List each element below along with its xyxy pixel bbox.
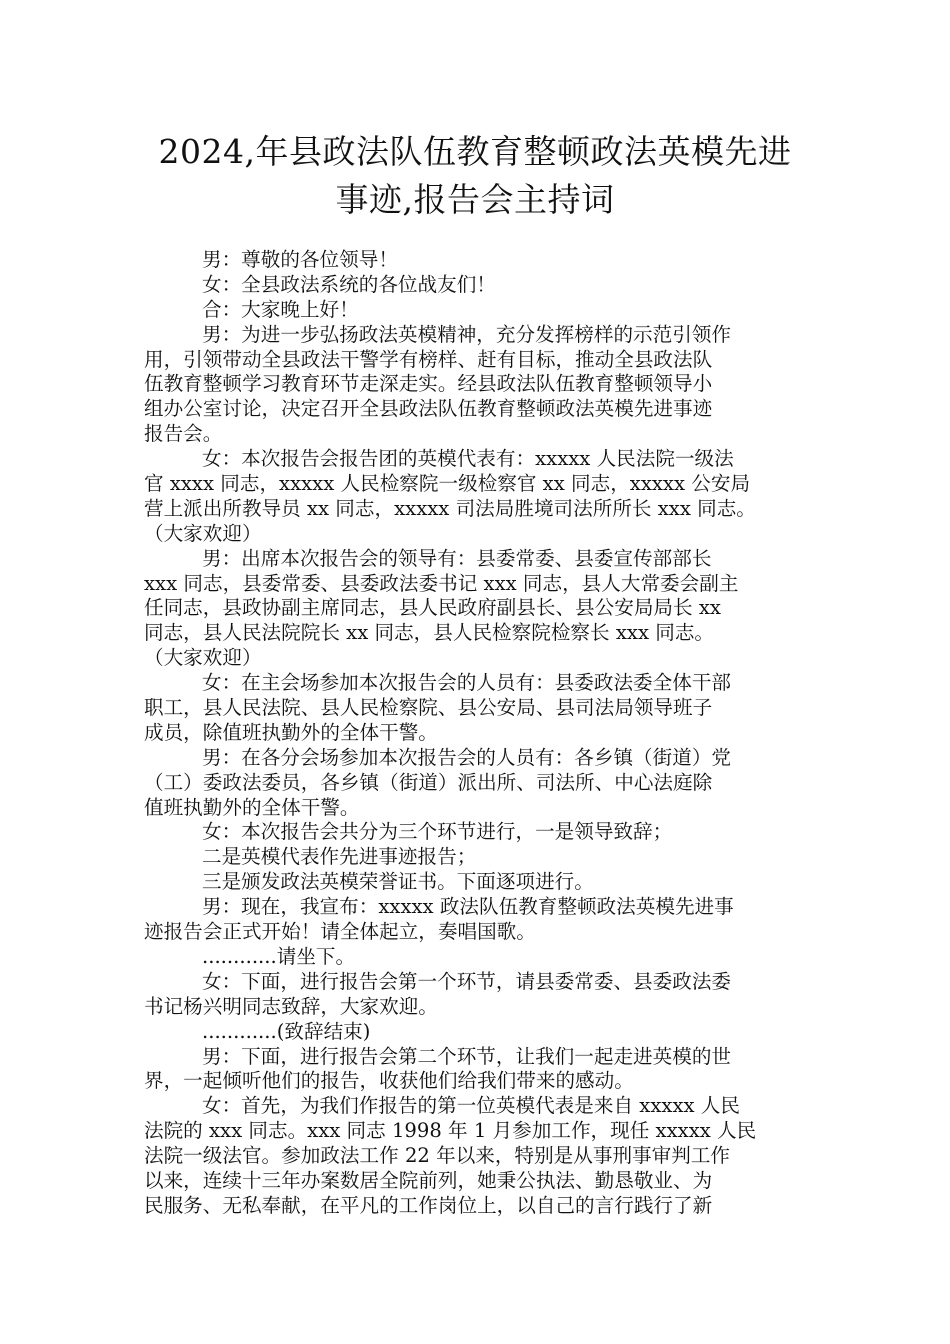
text-line: 任同志，县政协副主席同志，县人民政府副县长、县公安局局长 xx xyxy=(144,596,721,620)
document-title xyxy=(120,128,830,224)
text-line: 官 xxxx 同志，xxxxx 人民检察院一级检察官 xx 同志，xxxxx 公安局 xyxy=(144,472,751,496)
text-line: （工）委政法委员，各乡镇（街道）派出所、司法所、中心法庭除 xyxy=(144,770,713,794)
text-line: 女：本次报告会共分为三个环节进行，一是领导致辞； xyxy=(202,820,673,844)
text-line: 女：首先，为我们作报告的第一位英模代表是来自 xxxxx 人民 xyxy=(202,1094,740,1118)
text-line: 值班执勤外的全体干警。 xyxy=(144,795,360,819)
title-line: 事迹,报告会主持词 xyxy=(335,180,615,219)
text-line: 男：下面，进行报告会第二个环节，让我们一起走进英模的世 xyxy=(202,1044,732,1068)
text-line: 营上派出所教导员 xx 同志，xxxxx 司法局胜境司法所所长 xxx 同志。 xyxy=(144,496,756,520)
text-line: xxx 同志，县委常委、县委政法委书记 xxx 同志，县人大常委会副主 xyxy=(144,571,739,595)
document-body xyxy=(144,248,814,1219)
text-line: 女：本次报告会报告团的英模代表有：xxxxx 人民法院一级法 xyxy=(202,447,734,471)
text-line: 迹报告会正式开始！请全体起立，奏唱国歌。 xyxy=(144,920,536,944)
text-line: 男：现在，我宣布：xxxxx 政法队伍教育整顿政法英模先进事 xyxy=(202,895,734,919)
title-line: 2024,年县政法队伍教育整顿政法英模先进 xyxy=(158,132,792,171)
text-line: 法院的 xxx 同志。xxx 同志 1998 年 1 月参加工作，现任 xxxxx 人民 xyxy=(144,1119,757,1143)
text-line: ............(致辞结束) xyxy=(202,1019,371,1043)
text-line: （大家欢迎） xyxy=(144,521,262,545)
text-line: 用，引领带动全县政法干警学有榜样、赶有目标，推动全县政法队 xyxy=(144,347,713,371)
text-line: 二是英模代表作先进事迹报告； xyxy=(202,845,477,869)
text-line: 男：尊敬的各位领导！ xyxy=(202,248,398,271)
text-line: 女：全县政法系统的各位战友们！ xyxy=(202,272,496,296)
text-line: 民服务、无私奉献，在平凡的工作岗位上，以自己的言行践行了新 xyxy=(144,1193,713,1217)
text-line: 书记杨兴明同志致辞，大家欢迎。 xyxy=(144,994,438,1018)
text-line: 男：出席本次报告会的领导有：县委常委、县委宣传部部长 xyxy=(202,546,712,570)
text-line: 职工，县人民法院、县人民检察院、县公安局、县司法局领导班子 xyxy=(144,696,713,720)
text-line: 伍教育整顿学习教育环节走深走实。经县政法队伍教育整顿领导小 xyxy=(144,372,713,396)
text-line: 男：为进一步弘扬政法英模精神，充分发挥榜样的示范引领作 xyxy=(202,322,732,346)
text-line: 组办公室讨论，决定召开全县政法队伍教育整顿政法英模先进事迹 xyxy=(144,397,713,421)
text-line: 成员，除值班执勤外的全体干警。 xyxy=(144,720,438,744)
text-line: 同志，县人民法院院长 xx 同志，县人民检察院检察长 xxx 同志。 xyxy=(144,621,715,645)
text-line: 法院一级法官。参加政法工作 22 年以来，特别是从事刑事审判工作 xyxy=(144,1144,731,1168)
text-line: 以来，连续十三年办案数居全院前列，她秉公执法、勤恳敬业、为 xyxy=(144,1168,713,1192)
text-line: 三是颁发政法英模荣誉证书。下面逐项进行。 xyxy=(202,870,594,894)
text-line: ............请坐下。 xyxy=(202,944,356,968)
text-line: 女：在主会场参加本次报告会的人员有：县委政法委全体干部 xyxy=(202,671,732,695)
text-line: 界，一起倾听他们的报告，收获他们给我们带来的感动。 xyxy=(144,1069,634,1093)
text-line: 男：在各分会场参加本次报告会的人员有：各乡镇（街道）党 xyxy=(202,745,732,769)
text-line: 合：大家晚上好！ xyxy=(202,297,359,321)
text-line: 报告会。 xyxy=(144,422,223,446)
text-line: （大家欢迎） xyxy=(144,646,262,670)
text-line: 女：下面，进行报告会第一个环节，请县委常委、县委政法委 xyxy=(202,969,732,993)
